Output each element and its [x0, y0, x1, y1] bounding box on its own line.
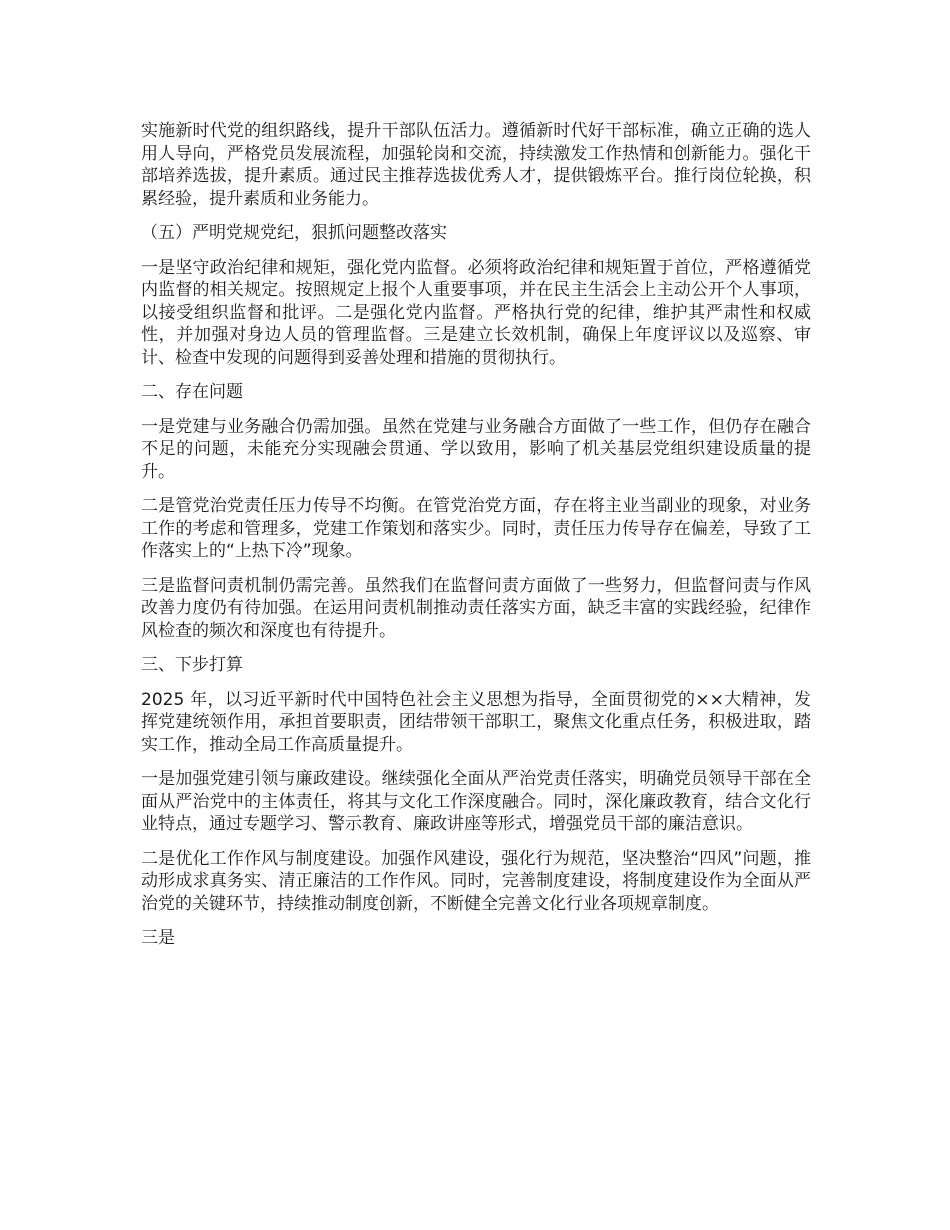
paragraph-plan-party-building: 一是加强党建引领与廉政建设。继续强化全面从严治党责任落实，明确党员领导干部在全面从严治党中的主体责任，将其与文化工作深度融合。同时，深化廉政教育，结合文化行业特点，通过专题学习、警示教育、廉政讲座等形式，增强党员干部的廉洁意识。 [141, 769, 811, 834]
paragraph-plan-work-style: 二是优化工作作风与制度建设。加强作风建设，强化行为规范，坚决整治“四风”问题，推动形成求真务实、清正廉洁的工作作风。同时，完善制度建设，将制度建设作为全面从严治党的关键环节，持续推动制度创新，不断健全完善文化行业各项规章制度。 [141, 848, 811, 914]
paragraph-problem-integration: 一是党建与业务融合仍需加强。虽然在党建与业务融合方面做了一些工作，但仍存在融合不足的问题，未能充分实现融会贯通、学以致用，影响了机关基层党组织建设质量的提升。 [141, 416, 811, 482]
paragraph-problem-supervision: 三是监督问责机制仍需完善。虽然我们在监督问责方面做了一些努力，但监督问责与作风改善力度仍有待加强。在运用问责机制推动责任落实方面，缺乏丰富的实践经验，纪律作风检查的频次和深度也有待提升。 [141, 575, 811, 641]
document-page [141, 120, 811, 962]
paragraph-2025-guidance: 2025 年，以习近平新时代中国特色社会主义思想为指导，全面贯彻党的××大精神，发挥党建统领作用，承担首要职责，团结带领干部职工，聚焦文化重点任务，积极进取，踏实工作，推动全局工作高质量提升。 [141, 689, 811, 755]
section-heading-discipline: （五）严明党规党纪，狠抓问题整改落实 [141, 223, 447, 243]
paragraph-plan-third-start: 三是 [141, 928, 175, 948]
section-heading-next-steps: 三、下步打算 [141, 655, 243, 675]
paragraph-org-line: 实施新时代党的组织路线，提升干部队伍活力。遵循新时代好干部标准，确立正确的选人用人导向，严格党员发展流程，加强轮岗和交流，持续激发工作热情和创新能力。强化干部培养选拔，提升素质。通过民主推荐选拔优秀人才，提供锻炼平台。推行岗位轮换，积累经验，提升素质和业务能力。 [141, 121, 811, 209]
paragraph-political-discipline: 一是坚守政治纪律和规矩，强化党内监督。必须将政治纪律和规矩置于首位，严格遵循党内监督的相关规定。按照规定上报个人重要事项，并在民主生活会上主动公开个人事项，以接受组织监督和批评。二是强化党内监督。严格执行党的纪律，维护其严肃性和权威性，并加强对身边人员的管理监督。三是建立长效机制，确保上年度评议以及巡察、审计、检查中发现的问题得到妥善处理和措施的贯彻执行。 [141, 257, 811, 368]
section-heading-problems: 二、存在问题 [141, 382, 243, 402]
paragraph-problem-responsibility: 二是管党治党责任压力传导不均衡。在管党治党方面，存在将主业当副业的现象，对业务工作的考虑和管理多，党建工作策划和落实少。同时，责任压力传导存在偏差，导致了工作落实上的“上热下冷”现象。 [141, 496, 811, 561]
